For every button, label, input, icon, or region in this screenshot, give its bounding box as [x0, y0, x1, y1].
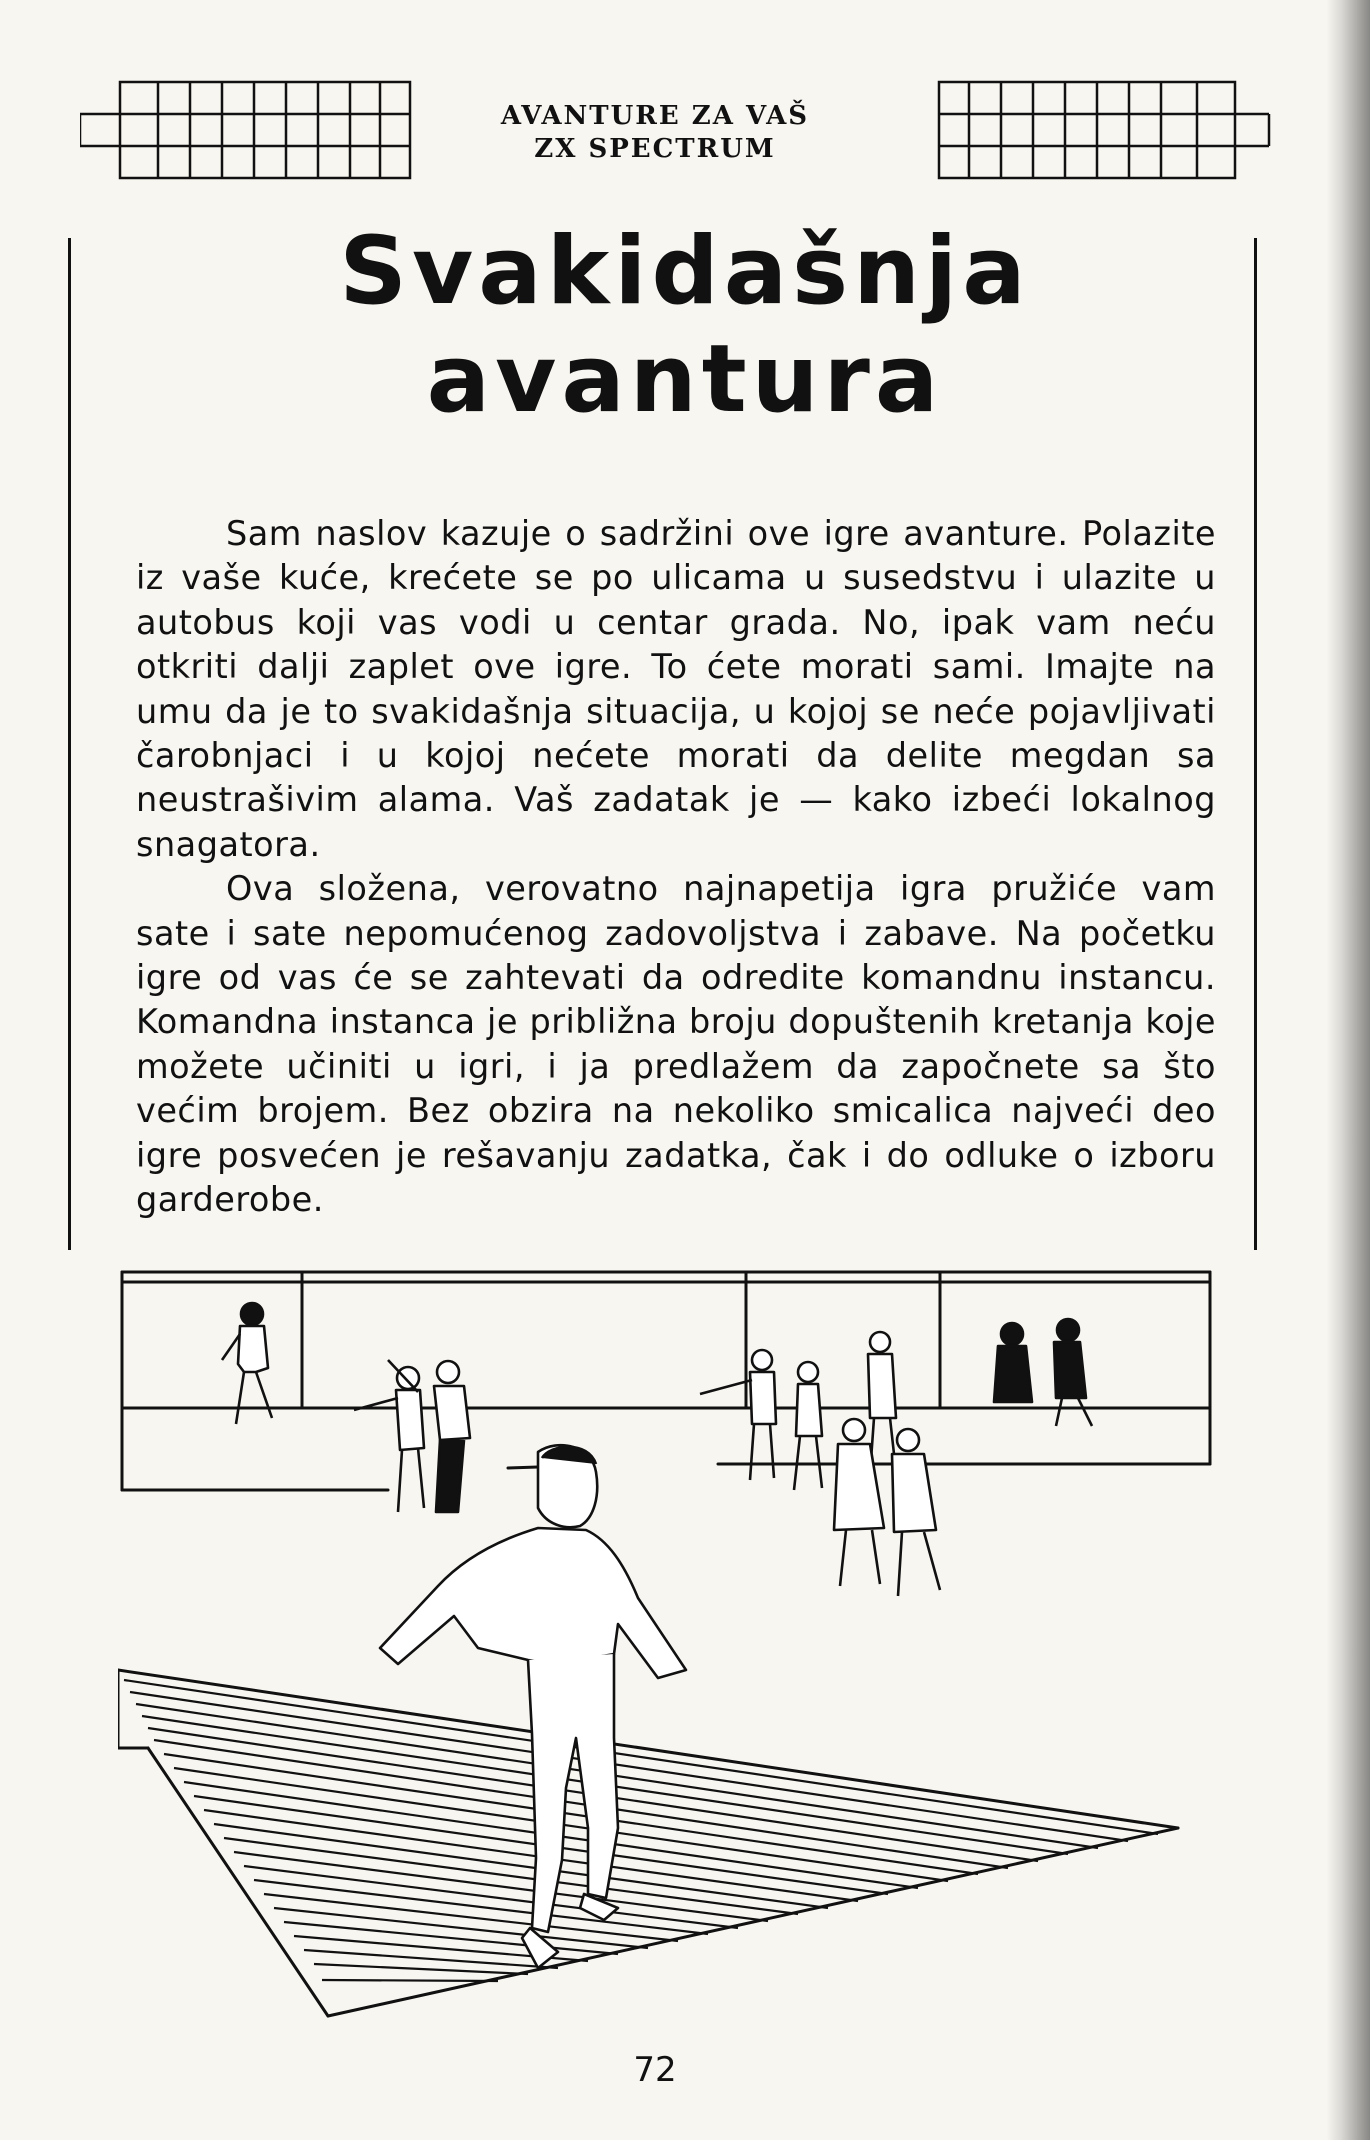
left-vertical-rule [68, 238, 71, 1250]
running-header [372, 82, 938, 182]
page-number: 72 [633, 2050, 677, 2090]
header-grid-left [80, 80, 415, 184]
paragraph-1: Sam naslov kazuje o sadržini ove igre avanture. Polazite iz vaše kuće, krećete se po ulicama u susedstvu i ulazite u autobus koji vas vodi u centar grada. No, ipak vam neću otkriti dalji zaplet ove igre. To ćete morati sami. Imajte na umu da je to svakidašnja situacija, u kojoj se neće pojavljivati čarobnjaci i u kojoj nećete morati da delite megdan sa neustrašivim alama. Vaš zadatak je — kako izbeći lokalnog snagatora. [136, 514, 1216, 864]
header-line-2: ZX SPECTRUM [534, 134, 776, 164]
right-vertical-rule [1254, 238, 1257, 1250]
article-body [136, 512, 1216, 1223]
title-line-1: Svakidašnja [339, 217, 1031, 326]
title-line-2: avantura [426, 325, 944, 434]
street-scene-illustration [118, 1268, 1218, 2018]
header-line-1: AVANTURE ZA VAŠ [500, 101, 810, 131]
article-title [180, 218, 1190, 434]
paragraph-2: Ova složena, verovatno najnapetija igra pružiće vam sate i sate nepomućenog zadovoljstva i zabave. Na početku igre od vas će se zahtevati da odredite komandnu instancu. Komandna instanca je približna broju dopuštenih kretanja koje možete učiniti u igri, i ja predlažem da započnete sa što većim brojem. Bez obzira na nekoliko smicalica najveći deo igre posvećen je rešavanju zadatka, čak i do odluke o izboru garderobe. [136, 869, 1216, 1220]
page-edge-shadow [1326, 0, 1370, 2140]
header-grid-right [935, 80, 1275, 184]
